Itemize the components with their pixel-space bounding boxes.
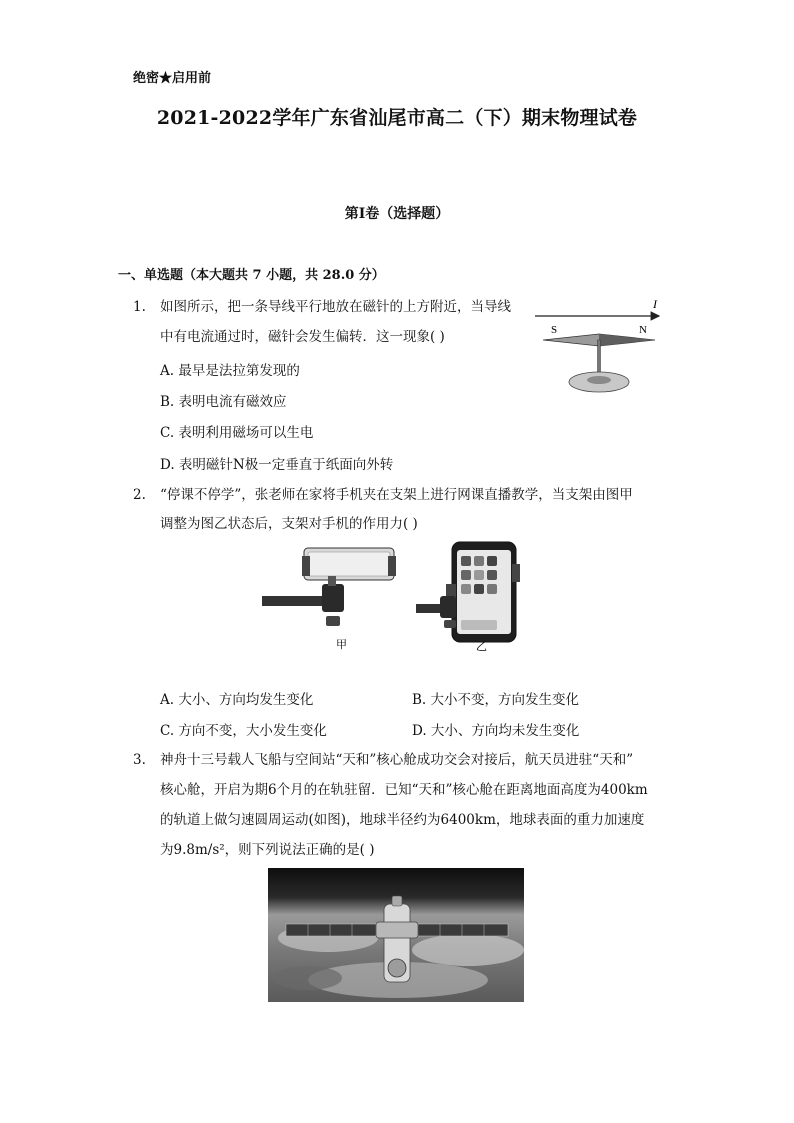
app-icon: [474, 584, 484, 594]
app-icon: [461, 584, 471, 594]
app-icon: [461, 556, 471, 566]
south-label: S: [551, 324, 558, 336]
solar-panel-left: [286, 924, 376, 936]
land: [274, 966, 342, 990]
option-d: D. 表明磁针N极一定垂直于纸面向外转: [160, 457, 394, 473]
question-text: 如图所示，把一条导线平行地放在磁针的上方附近，当导线: [160, 299, 511, 315]
holder-knob: [444, 620, 456, 628]
question-number: 1.: [133, 299, 146, 315]
option-c: C. 表明利用磁场可以生电: [160, 425, 314, 441]
cloud: [412, 934, 524, 966]
app-icon: [487, 570, 497, 580]
option-a: A. 最早是法拉第发现的: [160, 363, 300, 379]
space-station-photo: [268, 868, 524, 1002]
holder-neck: [328, 576, 336, 586]
question-text: 中有电流通过时，磁针会发生偏转．这一现象( ): [160, 329, 445, 345]
docking-port: [388, 959, 406, 977]
holder-yi: [416, 542, 520, 653]
app-icon: [461, 570, 471, 580]
holder-arm: [262, 596, 328, 606]
volume-heading: 第I卷（选择题）: [344, 206, 450, 222]
question-number: 2.: [133, 487, 146, 503]
app-icon: [474, 556, 484, 566]
north-label: N: [639, 324, 647, 336]
phone-screen: [308, 552, 390, 576]
secret-mark: 绝密★启用前: [133, 71, 212, 86]
station-antenna: [392, 896, 402, 906]
question-text: 调整为图乙状态后，支架对手机的作用力( ): [160, 516, 418, 532]
figure-label-yi: 乙: [476, 640, 487, 653]
compass-base-center: [587, 376, 611, 384]
solar-panel-right: [418, 924, 508, 936]
option-b: B. 大小不变，方向发生变化: [412, 692, 580, 708]
clamp-right: [388, 556, 396, 576]
section-heading: 一、单选题（本大题共 7 小题，共 28.0 分）: [118, 268, 385, 283]
holder-joint: [440, 596, 456, 618]
question-text: 的轨道上做匀速圆周运动(如图)，地球半径约为6400km，地球表面的重力加速度: [160, 812, 645, 828]
question-number: 3.: [133, 752, 146, 768]
option-b: B. 表明电流有磁效应: [160, 394, 287, 410]
compass-figure: [533, 296, 665, 400]
holder-knob: [326, 616, 340, 626]
app-icon: [487, 556, 497, 566]
option-a: A. 大小、方向均发生变化: [160, 692, 314, 708]
needle-pivot: [598, 340, 601, 376]
holder-jia: [262, 548, 396, 651]
phone-holder-figure: [258, 540, 548, 655]
clamp-left: [302, 556, 310, 576]
page-title: 2021-2022学年广东省汕尾市高二（下）期末物理试卷: [156, 107, 638, 129]
holder-joint: [322, 584, 344, 612]
question-text: 神舟十三号载人飞船与空间站“天和”核心舱成功交会对接后，航天员进驻“天和”: [160, 752, 634, 768]
option-d: D. 大小、方向均未发生变化: [412, 723, 580, 739]
app-icon: [487, 584, 497, 594]
clamp-right: [512, 564, 520, 582]
question-text: 为9.8m/s²，则下列说法正确的是( ): [160, 842, 375, 858]
figure-label-jia: 甲: [336, 638, 347, 651]
question-text: 核心舱，开启为期6个月的在轨驻留．已知“天和”核心舱在距离地面高度为400km: [160, 782, 648, 798]
app-icon: [474, 570, 484, 580]
question-text: “停课不停学”，张老师在家将手机夹在支架上进行网课直播教学，当支架由图甲: [160, 487, 633, 503]
option-c: C. 方向不变，大小发生变化: [160, 723, 327, 739]
current-label: I: [653, 297, 657, 311]
phone-dock: [461, 620, 497, 630]
station-core: [376, 922, 418, 938]
